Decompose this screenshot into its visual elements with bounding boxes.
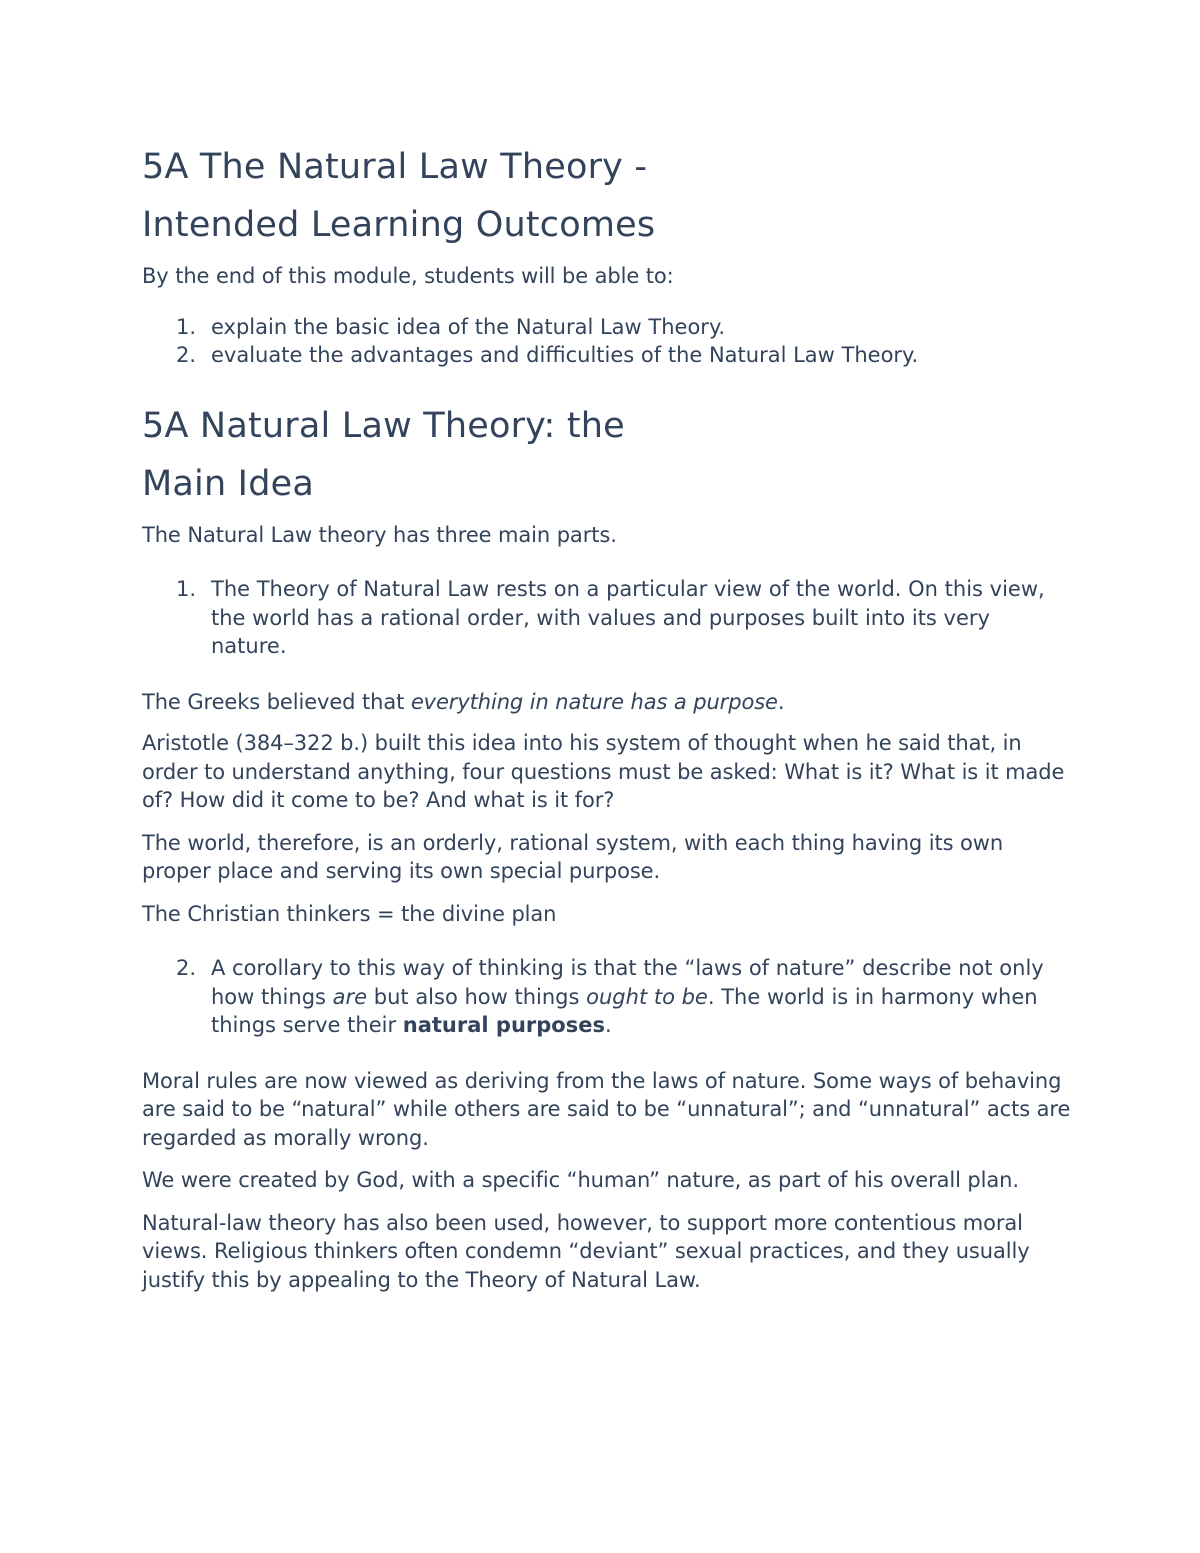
- outcome-text: evaluate the advantages and difficulties of the Natural Law Theory.: [211, 343, 919, 367]
- greeks-paragraph: [142, 688, 1072, 717]
- greeks-text: The Greeks believed that: [142, 689, 411, 714]
- outcome-item: [176, 341, 1072, 370]
- outcome-item: [176, 313, 1072, 342]
- christian-paragraph: The Christian thinkers = the divine plan: [142, 901, 557, 926]
- greeks-period: .: [777, 689, 785, 714]
- part-item: [176, 575, 1072, 661]
- section1-title: [142, 138, 1072, 254]
- document-page: [142, 138, 1072, 1294]
- parts-list-2: [142, 954, 1072, 1040]
- outcome-text: explain the basic idea of the Natural Law Theory.: [211, 314, 726, 339]
- part-text: [211, 956, 1044, 1037]
- section2-title: [142, 397, 1072, 513]
- part-text-segment: A corollary to this way of thinking is that the “laws of nature” describe not only how things: [211, 956, 1044, 1009]
- part-text: The Theory of Natural Law rests on a particular view of the world. On this view, the world has a rational order, with values and purposes built into its very nature.: [211, 577, 1045, 658]
- outcome-number: 1.: [176, 314, 197, 339]
- aristotle-paragraph: Aristotle (384–322 b.) built this idea into his system of thought when he said that, in order to understand anything, four questions must be asked: What is it? What is it made of? How did it come to be? And what is it for?: [142, 731, 1065, 812]
- contentious-paragraph: Natural-law theory has also been used, however, to support more contentious moral views. Religious thinkers often condemn “deviant” sexual practices, and they usually justify this by appealing to the Theory of Natural Law.: [142, 1210, 1030, 1292]
- created-paragraph: We were created by God, with a specific “human” nature, as part of his overall plan.: [142, 1168, 1019, 1192]
- section1-intro: By the end of this module, students will be able to:: [142, 264, 674, 288]
- outcomes-list: [142, 313, 1072, 370]
- world-paragraph: The world, therefore, is an orderly, rational system, with each thing having its own proper place and serving its own special purpose.: [142, 830, 1004, 883]
- part-text-emphasis: ought to be: [586, 984, 708, 1009]
- section2-intro: The Natural Law theory has three main parts.: [142, 522, 617, 547]
- part-number: 2.: [176, 956, 197, 980]
- part-text-segment: . The world is in harmony when things serve their: [211, 984, 1038, 1037]
- part-text-segment: but also how things: [367, 984, 587, 1009]
- section1-title-line1: 5A The Natural Law Theory -: [142, 147, 648, 187]
- section2-title-line1: 5A Natural Law Theory: the: [142, 405, 625, 446]
- section2-title-line2: Main Idea: [142, 463, 314, 504]
- moral-paragraph: Moral rules are now viewed as deriving from the laws of nature. Some ways of behaving are said to be “natural” while others are said to be “unnatural”; and “unnatural” acts are regarded as morally wrong.: [142, 1068, 1071, 1150]
- part-item: [176, 954, 1072, 1040]
- greeks-emphasis: everything in nature has a purpose: [410, 689, 778, 714]
- parts-list-1: [142, 575, 1072, 661]
- outcome-number: 2.: [176, 343, 197, 367]
- part-text-emphasis: are: [332, 984, 368, 1009]
- part-number: 1.: [176, 577, 197, 601]
- part-text-bold: natural purposes: [402, 1013, 605, 1037]
- part-text-segment: .: [604, 1013, 612, 1037]
- section1-title-line2: Intended Learning Outcomes: [142, 205, 656, 245]
